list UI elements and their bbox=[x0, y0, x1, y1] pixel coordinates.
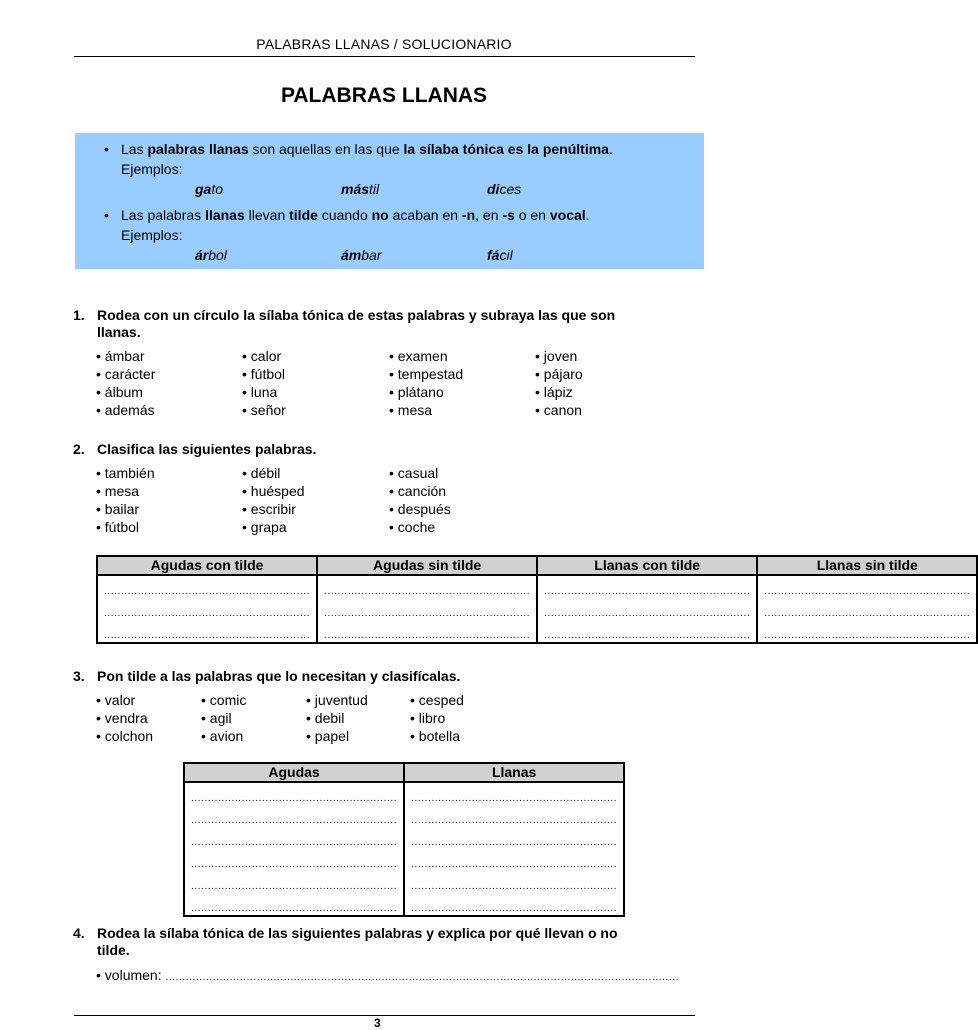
list-item bbox=[389, 366, 463, 382]
answer-cell[interactable] bbox=[757, 620, 977, 643]
list-item bbox=[535, 384, 573, 400]
answer-dots: ............................................................. bbox=[191, 881, 398, 892]
word-text: señor bbox=[250, 402, 286, 418]
table-row bbox=[184, 871, 624, 893]
page-title: PALABRAS LLANAS bbox=[280, 84, 488, 107]
answer-cell[interactable] bbox=[317, 575, 537, 598]
word-text: grapa bbox=[250, 519, 287, 535]
word-text: canon bbox=[543, 402, 582, 418]
answer-dots: ............................................................. bbox=[411, 881, 618, 892]
list-item bbox=[96, 348, 144, 364]
answer-dots: ............................................................. bbox=[324, 630, 531, 641]
question-text: Rodea con un círculo la sílaba tónica de estas palabras y subraya las que son llanas. bbox=[97, 307, 616, 340]
question-text: Rodea la sílaba tónica de las siguientes palabras y explica por qué llevan o no tilde. bbox=[97, 925, 618, 958]
answer-cell[interactable] bbox=[537, 598, 757, 620]
q2-classification-table bbox=[96, 555, 978, 644]
list-item bbox=[242, 483, 305, 499]
answer-cell[interactable] bbox=[404, 805, 624, 827]
bullet-icon: • bbox=[96, 384, 105, 400]
q3-classification-table bbox=[183, 762, 625, 917]
table-row bbox=[97, 575, 977, 598]
answer-cell[interactable] bbox=[404, 871, 624, 893]
word-text: ámbar bbox=[104, 348, 145, 364]
bullet-icon: • bbox=[410, 728, 419, 744]
word-text: lápiz bbox=[543, 384, 573, 400]
bullet-icon: • bbox=[201, 728, 210, 744]
bullet-icon: • bbox=[410, 710, 419, 726]
list-item bbox=[535, 366, 583, 382]
word-text: debil bbox=[314, 710, 345, 726]
bullet-icon: • bbox=[242, 465, 251, 481]
word-text: canción bbox=[397, 483, 447, 499]
bullet-icon: • bbox=[535, 384, 544, 400]
bullet-icon: • bbox=[96, 519, 105, 535]
answer-cell[interactable] bbox=[404, 782, 624, 805]
bullet-icon: • bbox=[389, 483, 398, 499]
answer-cell[interactable] bbox=[404, 893, 624, 916]
answer-dots: ............................................................. bbox=[191, 837, 398, 848]
footer-rule bbox=[74, 1015, 695, 1016]
word-text: además bbox=[104, 402, 155, 418]
bullet-icon: • bbox=[242, 483, 251, 499]
answer-cell[interactable] bbox=[184, 805, 404, 827]
list-item bbox=[242, 519, 287, 535]
table-header: Llanas sin tilde bbox=[757, 556, 977, 575]
table-row bbox=[184, 782, 624, 805]
example-word: fácil bbox=[487, 247, 513, 263]
bullet-icon: • bbox=[389, 501, 398, 517]
answer-dots: ............................................................. bbox=[411, 793, 618, 804]
list-item bbox=[96, 465, 155, 481]
examples-label-1: Ejemplos: bbox=[121, 161, 183, 177]
answer-dots: ............................................................. bbox=[411, 903, 618, 914]
answer-dots: ............................................................. bbox=[191, 859, 398, 870]
word-text: joven bbox=[543, 348, 578, 364]
answer-cell[interactable] bbox=[537, 620, 757, 643]
bullet-icon: • bbox=[306, 728, 315, 744]
word-text: colchon bbox=[104, 728, 154, 744]
answer-dots: ........................................................................................................................................................ bbox=[165, 972, 680, 983]
table-row bbox=[184, 827, 624, 849]
answer-dots: ............................................................. bbox=[544, 630, 751, 641]
answer-dots: ............................................................. bbox=[324, 586, 531, 597]
list-item bbox=[535, 348, 577, 364]
answer-cell[interactable] bbox=[184, 893, 404, 916]
word-text: calor bbox=[250, 348, 282, 364]
bullet-icon: • bbox=[96, 348, 105, 364]
question-number: 2. bbox=[73, 441, 85, 457]
bullet-icon: • bbox=[96, 483, 105, 499]
word-text: casual bbox=[397, 465, 439, 481]
list-item bbox=[96, 728, 153, 744]
bullet-icon: • bbox=[389, 465, 398, 481]
question-text: Pon tilde a las palabras que lo necesitan y clasifícalas. bbox=[97, 668, 461, 684]
question-number: 1. bbox=[73, 307, 85, 323]
q4-answer-line bbox=[96, 967, 678, 983]
word-text: álbum bbox=[104, 384, 143, 400]
bullet-icon: • bbox=[389, 384, 398, 400]
word-text: huésped bbox=[250, 483, 305, 499]
question-number: 4. bbox=[73, 925, 85, 941]
bullet-icon: • bbox=[242, 348, 251, 364]
table-row bbox=[184, 849, 624, 871]
list-item bbox=[242, 366, 285, 382]
header-rule bbox=[74, 56, 695, 57]
list-item bbox=[242, 384, 277, 400]
rule-line-2: Las palabras llanas llevan tilde cuando no acaban en -n, en -s o en vocal. bbox=[121, 207, 590, 223]
word-text: fútbol bbox=[104, 519, 140, 535]
word-text: avion bbox=[209, 728, 244, 744]
table-header: Agudas sin tilde bbox=[317, 556, 537, 575]
bullet-icon: • bbox=[389, 348, 398, 364]
answer-dots: ............................................................. bbox=[764, 630, 971, 641]
bullet-icon: • bbox=[96, 692, 105, 708]
bullet-icon: • bbox=[410, 692, 419, 708]
list-item bbox=[410, 728, 460, 744]
rule-line-1: Las palabras llanas son aquellas en las que la sílaba tónica es la penúltima. bbox=[121, 141, 613, 157]
word-text: juventud bbox=[314, 692, 368, 708]
bullet-icon: • bbox=[306, 710, 315, 726]
bullet-icon: • bbox=[104, 141, 109, 157]
bullet-icon: • bbox=[389, 366, 398, 382]
answer-cell[interactable] bbox=[537, 575, 757, 598]
bullet-icon: • bbox=[96, 728, 105, 744]
table-header: Llanas bbox=[404, 763, 624, 782]
answer-cell[interactable] bbox=[184, 827, 404, 849]
bullet-icon: • bbox=[104, 207, 109, 223]
table-header: Llanas con tilde bbox=[537, 556, 757, 575]
answer-dots: ............................................................. bbox=[764, 608, 971, 619]
bullet-icon: • bbox=[96, 967, 101, 983]
info-box bbox=[75, 133, 704, 269]
list-item bbox=[389, 465, 438, 481]
word-text: plátano bbox=[397, 384, 444, 400]
list-item bbox=[389, 483, 446, 499]
list-item bbox=[96, 519, 139, 535]
table-header: Agudas con tilde bbox=[97, 556, 317, 575]
bullet-icon: • bbox=[535, 402, 544, 418]
word-text: agil bbox=[209, 710, 232, 726]
answer-dots: ............................................................. bbox=[544, 608, 751, 619]
table-row bbox=[184, 893, 624, 916]
word-text: papel bbox=[314, 728, 350, 744]
bullet-icon: • bbox=[242, 402, 251, 418]
example-word: ámbar bbox=[341, 247, 382, 263]
bullet-icon: • bbox=[535, 348, 544, 364]
answer-dots: ............................................................. bbox=[104, 608, 311, 619]
bullet-icon: • bbox=[201, 710, 210, 726]
table-row bbox=[184, 805, 624, 827]
answer-cell[interactable] bbox=[184, 849, 404, 871]
list-item bbox=[410, 710, 445, 726]
list-item bbox=[242, 348, 281, 364]
list-item bbox=[96, 501, 139, 517]
answer-cell[interactable] bbox=[97, 620, 317, 643]
example-word: mástil bbox=[341, 181, 380, 197]
page-header: PALABRAS LLANAS / SOLUCIONARIO bbox=[256, 36, 512, 52]
list-item bbox=[96, 710, 148, 726]
bullet-icon: • bbox=[535, 366, 544, 382]
bullet-icon: • bbox=[242, 384, 251, 400]
list-item bbox=[410, 692, 464, 708]
list-item bbox=[389, 501, 451, 517]
answer-cell[interactable] bbox=[317, 620, 537, 643]
word-text: bailar bbox=[104, 501, 140, 517]
word-text: mesa bbox=[397, 402, 433, 418]
answer-dots: ............................................................. bbox=[104, 586, 311, 597]
answer-dots: ............................................................. bbox=[544, 586, 751, 597]
list-item bbox=[96, 366, 155, 382]
example-word: gato bbox=[195, 181, 224, 197]
word-text: vendra bbox=[104, 710, 148, 726]
list-item bbox=[306, 710, 344, 726]
list-item bbox=[201, 728, 243, 744]
answer-cell[interactable] bbox=[404, 849, 624, 871]
word-text: pájaro bbox=[543, 366, 583, 382]
list-item bbox=[201, 692, 246, 708]
list-item bbox=[389, 519, 435, 535]
list-item bbox=[96, 384, 143, 400]
word-text: fútbol bbox=[250, 366, 286, 382]
list-item bbox=[389, 348, 448, 364]
table-header: Agudas bbox=[184, 763, 404, 782]
list-item bbox=[201, 710, 232, 726]
example-word: dices bbox=[487, 181, 522, 197]
word-text: comic bbox=[209, 692, 247, 708]
list-item bbox=[242, 402, 286, 418]
bullet-icon: • bbox=[96, 710, 105, 726]
answer-dots: ............................................................. bbox=[411, 837, 618, 848]
word-text: carácter bbox=[104, 366, 156, 382]
table-row bbox=[97, 620, 977, 643]
word-text: examen bbox=[397, 348, 448, 364]
answer-cell[interactable] bbox=[97, 598, 317, 620]
list-item bbox=[306, 692, 368, 708]
examples-label-2: Ejemplos: bbox=[121, 227, 183, 243]
answer-dots: ............................................................. bbox=[191, 903, 398, 914]
example-word: árbol bbox=[195, 247, 227, 263]
answer-cell[interactable] bbox=[757, 598, 977, 620]
list-item bbox=[535, 402, 582, 418]
item-label: volumen: bbox=[104, 967, 162, 983]
bullet-icon: • bbox=[96, 501, 105, 517]
answer-cell[interactable] bbox=[404, 827, 624, 849]
bullet-icon: • bbox=[389, 402, 398, 418]
answer-dots: ............................................................. bbox=[411, 815, 618, 826]
list-item bbox=[96, 483, 139, 499]
word-text: cesped bbox=[418, 692, 464, 708]
answer-cell[interactable] bbox=[184, 782, 404, 805]
answer-cell[interactable] bbox=[317, 598, 537, 620]
bullet-icon: • bbox=[96, 465, 105, 481]
word-text: mesa bbox=[104, 483, 140, 499]
answer-cell[interactable] bbox=[184, 871, 404, 893]
answer-dots: ............................................................. bbox=[411, 859, 618, 870]
list-item bbox=[96, 402, 155, 418]
list-item bbox=[389, 402, 432, 418]
bullet-icon: • bbox=[96, 366, 105, 382]
bullet-icon: • bbox=[201, 692, 210, 708]
word-text: también bbox=[104, 465, 155, 481]
word-text: botella bbox=[418, 728, 461, 744]
answer-dots: ............................................................. bbox=[764, 586, 971, 597]
word-text: después bbox=[397, 501, 451, 517]
table-row bbox=[97, 598, 977, 620]
word-text: débil bbox=[250, 465, 281, 481]
answer-dots: ............................................................. bbox=[191, 815, 398, 826]
word-text: luna bbox=[250, 384, 278, 400]
list-item bbox=[242, 465, 280, 481]
list-item bbox=[96, 692, 135, 708]
answer-dots: ............................................................. bbox=[104, 630, 311, 641]
question-text: Clasifica las siguientes palabras. bbox=[97, 441, 317, 457]
word-text: tempestad bbox=[397, 366, 464, 382]
bullet-icon: • bbox=[96, 402, 105, 418]
answer-dots: ............................................................. bbox=[191, 793, 398, 804]
word-text: libro bbox=[418, 710, 446, 726]
bullet-icon: • bbox=[306, 692, 315, 708]
question-number: 3. bbox=[73, 668, 85, 684]
word-text: valor bbox=[104, 692, 136, 708]
bullet-icon: • bbox=[242, 501, 251, 517]
word-text: coche bbox=[397, 519, 436, 535]
list-item bbox=[242, 501, 296, 517]
bullet-icon: • bbox=[389, 519, 398, 535]
word-text: escribir bbox=[250, 501, 296, 517]
list-item bbox=[389, 384, 444, 400]
page-number: 3 bbox=[374, 1016, 381, 1030]
answer-cell[interactable] bbox=[97, 575, 317, 598]
answer-dots: ............................................................. bbox=[324, 608, 531, 619]
answer-cell[interactable] bbox=[757, 575, 977, 598]
bullet-icon: • bbox=[242, 366, 251, 382]
bullet-icon: • bbox=[242, 519, 251, 535]
list-item bbox=[306, 728, 349, 744]
